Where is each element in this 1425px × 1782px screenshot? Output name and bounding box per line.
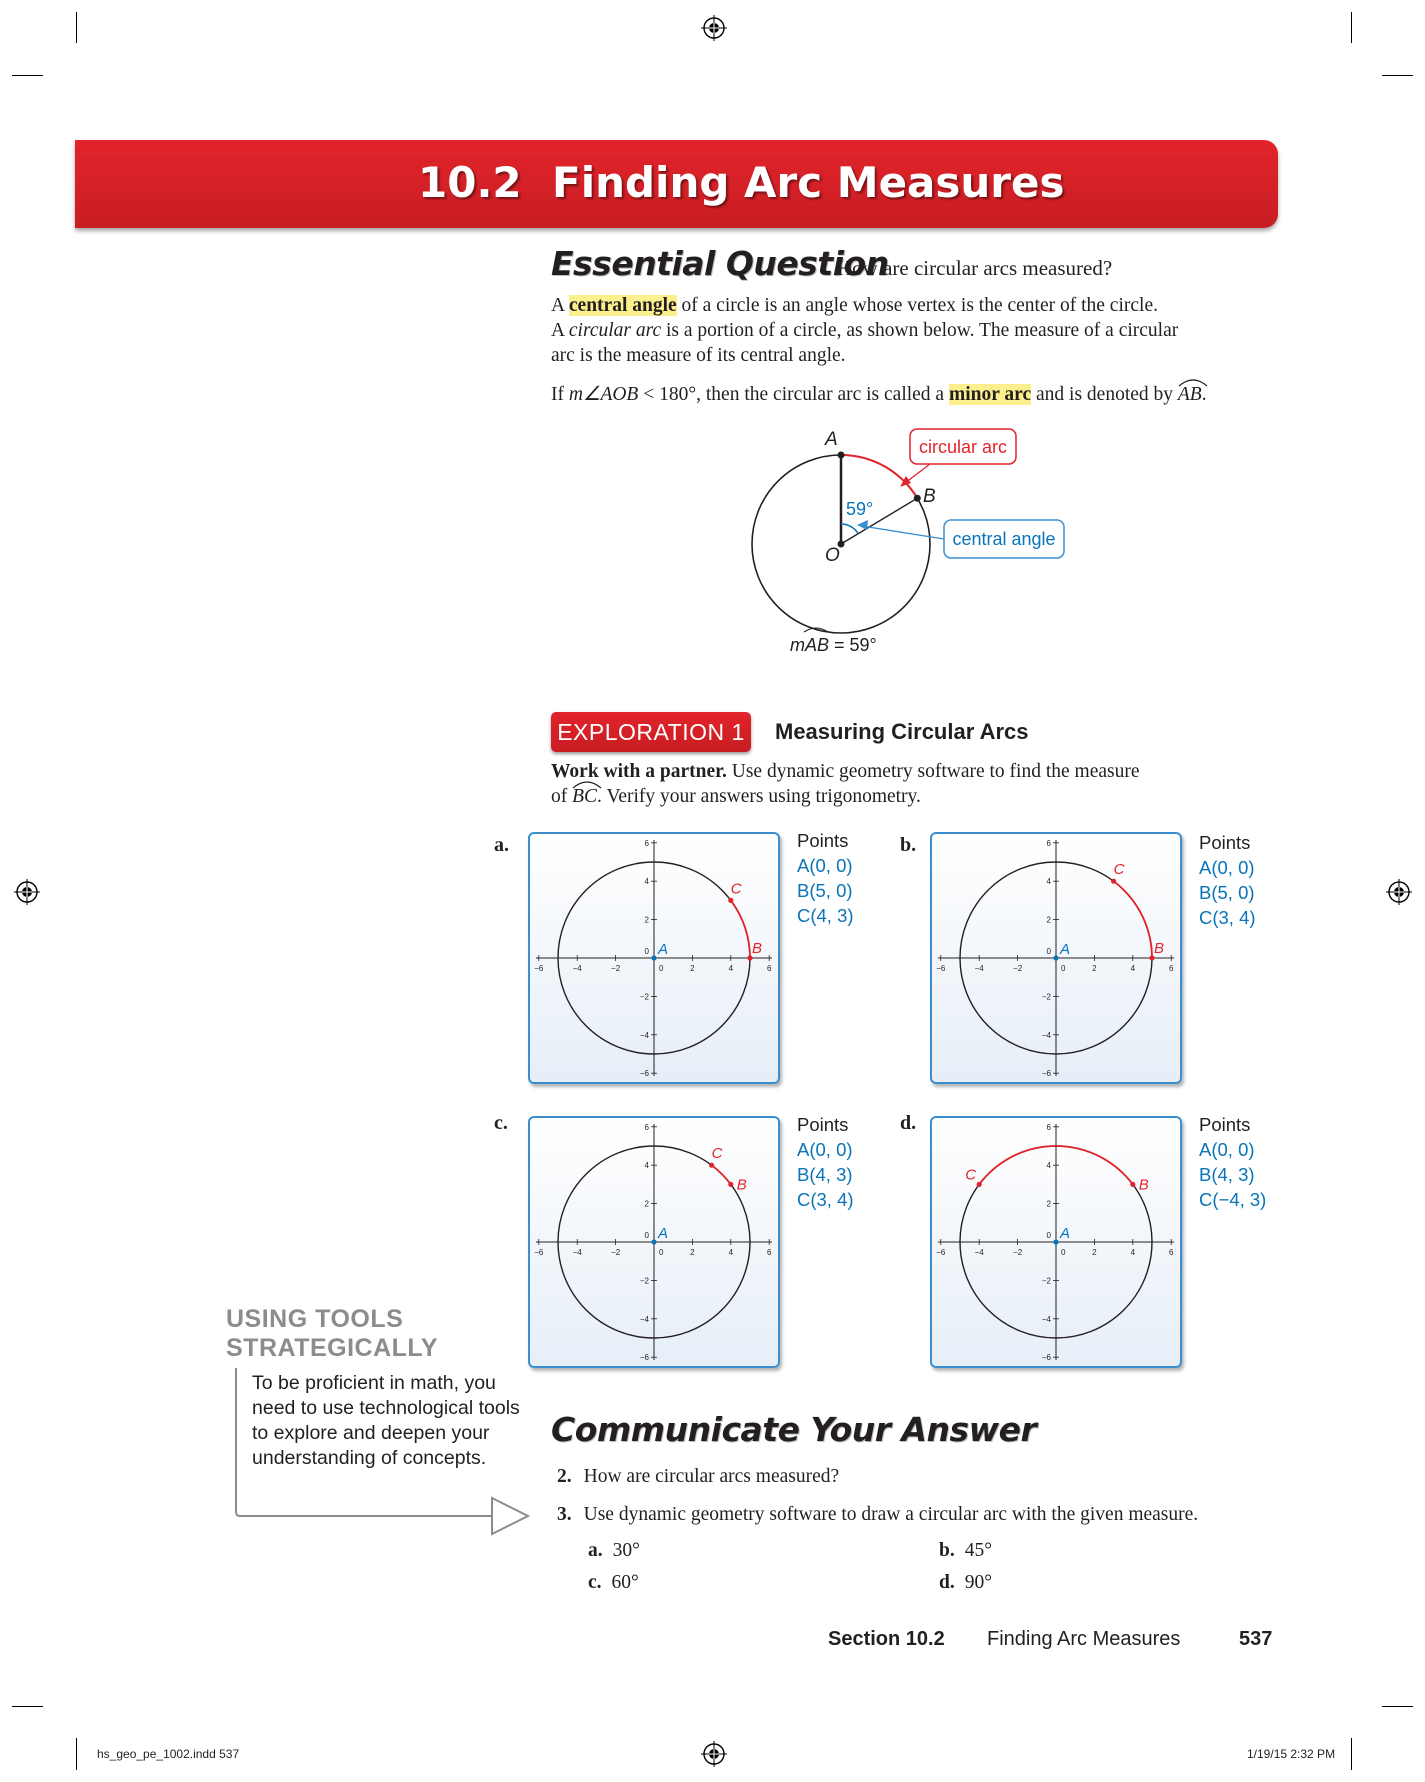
label-b: B — [736, 1176, 747, 1194]
minor-arc-paragraph: If m∠AOB < 180°, then the circular arc is called a minor arc and is denoted by AB. — [551, 382, 1311, 407]
label-c: C — [730, 880, 742, 898]
point-c — [709, 1163, 714, 1168]
x-tick-label: −6 — [534, 964, 544, 973]
origin-label: 0 — [1061, 964, 1066, 973]
y-tick-label: 6 — [644, 1122, 649, 1132]
origin-label: 0 — [659, 1248, 664, 1257]
graph-part-b — [930, 832, 1182, 1084]
y-tick-label: 6 — [644, 838, 649, 848]
angle-mark — [841, 524, 858, 534]
y-tick-label: 6 — [1046, 838, 1051, 848]
sidebar-text: To be proficient in math, you need to use technological tools to explore and deepen your understanding of concepts. — [252, 1372, 520, 1469]
term-minor-arc: minor arc — [948, 384, 1032, 405]
x-tick-label: 4 — [728, 964, 734, 973]
arc-bc — [1114, 881, 1152, 958]
y-tick-label: −2 — [639, 1276, 649, 1286]
arc-notation: AB — [1177, 384, 1202, 405]
essential-question-heading: Essential Question — [551, 244, 889, 283]
x-tick-label: 2 — [1092, 964, 1097, 973]
sidebar-heading: USING TOOLS STRATEGICALLY — [226, 1305, 439, 1362]
x-tick-label: −2 — [611, 964, 621, 973]
x-tick-label: 6 — [1168, 964, 1174, 973]
question-2: 2. How are circular arcs measured? — [557, 1466, 840, 1487]
label-b: B — [1138, 1176, 1149, 1194]
y-tick-label: 4 — [644, 877, 649, 887]
point-a — [651, 955, 656, 960]
origin-label: 0 — [659, 964, 664, 973]
points-part-b: Points A(0, 0) B(5, 0) C(3, 4) — [1199, 832, 1256, 928]
x-tick-label: 6 — [766, 1248, 772, 1257]
label-c: C — [1113, 861, 1125, 879]
term-circular-arc: circular arc — [568, 320, 662, 341]
y-tick-label: 4 — [1046, 1161, 1051, 1171]
arc-bc — [731, 900, 750, 958]
callout-circular-arc-text: circular arc — [918, 437, 1008, 457]
part-label: b. — [900, 834, 917, 856]
part-label: c. — [494, 1112, 508, 1134]
part-label: d. — [900, 1112, 917, 1134]
crop-mark — [12, 75, 43, 76]
page-number: 537 — [1239, 1628, 1273, 1650]
x-tick-label: 2 — [690, 1248, 695, 1257]
label-a: A — [658, 1225, 669, 1242]
y-tick-label: 2 — [644, 1199, 649, 1209]
point-b — [728, 1182, 733, 1187]
registration-mark-icon — [14, 879, 40, 905]
y-tick-label: 6 — [1046, 1122, 1051, 1132]
label-o: O — [825, 545, 840, 566]
x-tick-label: −2 — [1013, 1248, 1023, 1257]
point-a — [838, 452, 845, 459]
crop-mark — [1351, 12, 1352, 43]
x-tick-label: 2 — [690, 964, 695, 973]
origin-label: 0 — [1061, 1248, 1066, 1257]
graph-part-d — [930, 1116, 1182, 1368]
label-b: B — [752, 940, 763, 957]
x-tick-label: −4 — [572, 1248, 582, 1257]
arc-bc — [712, 1165, 731, 1184]
x-tick-label: −6 — [936, 964, 946, 973]
communicate-heading: Communicate Your Answer — [551, 1410, 1037, 1449]
x-tick-label: 6 — [766, 964, 772, 973]
x-tick-label: 2 — [1092, 1248, 1097, 1257]
term-central-angle: central angle — [568, 295, 677, 316]
arrow-icon — [492, 1498, 528, 1534]
point-c — [728, 898, 733, 903]
question-3: 3. Use dynamic geometry software to draw a circular arc with the given measure. — [557, 1504, 1199, 1525]
x-tick-label: −6 — [534, 1248, 544, 1257]
exploration-badge: EXPLORATION 1 — [551, 712, 751, 752]
label-a: A — [1060, 1225, 1071, 1242]
part-label: a. — [494, 834, 509, 856]
y-tick-label: 2 — [1046, 915, 1051, 925]
label-b: B — [1154, 940, 1165, 957]
points-part-d: Points A(0, 0) B(4, 3) C(−4, 3) — [1199, 1114, 1267, 1210]
origin-label: 0 — [1046, 947, 1051, 956]
label-a: A — [658, 941, 669, 958]
exploration-instructions: Work with a partner. Use dynamic geometry software to find the measure of BC. Verify your answers using trigonometry. — [551, 761, 1140, 807]
y-tick-label: −4 — [639, 1030, 649, 1040]
points-part-a: Points A(0, 0) B(5, 0) C(4, 3) — [797, 830, 854, 926]
slug-date: 1/19/15 2:32 PM — [1247, 1747, 1336, 1761]
y-tick-label: −4 — [639, 1314, 649, 1324]
point-a — [651, 1239, 656, 1244]
arrow-icon — [857, 520, 868, 530]
graph-part-a — [528, 832, 780, 1084]
x-tick-label: 4 — [1130, 964, 1136, 973]
arc-notation: BC — [572, 786, 598, 807]
footer-section: Section 10.2 — [828, 1628, 945, 1650]
exploration-title: Measuring Circular Arcs — [775, 719, 1029, 744]
point-b — [1130, 1182, 1135, 1187]
registration-mark-icon — [1386, 879, 1412, 905]
origin-label: 0 — [644, 1231, 649, 1240]
points-part-c: Points A(0, 0) B(4, 3) C(3, 4) — [797, 1114, 854, 1210]
angle-label: 59° — [846, 499, 874, 519]
section-number: 10.2 — [418, 158, 522, 207]
y-tick-label: 4 — [644, 1161, 649, 1171]
y-tick-label: 4 — [1046, 877, 1051, 887]
option-d: d. 90° — [939, 1572, 993, 1593]
point-b — [914, 495, 921, 502]
crop-mark — [76, 1738, 77, 1770]
y-tick-label: −6 — [1041, 1069, 1051, 1079]
point-a — [1053, 1239, 1058, 1244]
label-c: C — [965, 1166, 977, 1184]
label-b: B — [923, 486, 936, 507]
option-b: b. 45° — [939, 1540, 993, 1561]
section-title: Finding Arc Measures — [552, 158, 1065, 207]
crop-mark — [1382, 75, 1413, 76]
x-tick-label: −2 — [1013, 964, 1023, 973]
arc-measure-caption: mAB = 59° — [790, 635, 877, 655]
central-angle-diagram — [700, 420, 1180, 670]
y-tick-label: −6 — [639, 1069, 649, 1079]
y-tick-label: −2 — [1041, 1276, 1051, 1286]
slug-file: hs_geo_pe_1002.indd 537 — [97, 1747, 240, 1761]
origin-label: 0 — [644, 947, 649, 956]
label-c: C — [711, 1145, 723, 1163]
point-a — [1053, 955, 1058, 960]
crop-mark — [12, 1706, 43, 1707]
x-tick-label: −2 — [611, 1248, 621, 1257]
point-c — [1111, 879, 1116, 884]
graph-part-c — [528, 1116, 780, 1368]
x-tick-label: −6 — [936, 1248, 946, 1257]
crop-mark — [1382, 1706, 1413, 1707]
intro-paragraph: A central angle of a circle is an angle whose vertex is the center of the circle. A circular arc is a portion of a circle, as shown below. The measure of a circular arc is the measure of its central angle. — [551, 295, 1179, 366]
y-tick-label: −4 — [1041, 1314, 1051, 1324]
label-a: A — [1060, 941, 1071, 958]
x-tick-label: −4 — [974, 1248, 984, 1257]
crop-mark — [76, 12, 77, 43]
point-c — [977, 1182, 982, 1187]
y-tick-label: 2 — [644, 915, 649, 925]
x-tick-label: 4 — [728, 1248, 734, 1257]
registration-mark-icon — [701, 15, 727, 41]
crop-mark — [1351, 1738, 1352, 1770]
registration-mark-icon — [701, 1741, 727, 1767]
footer-title: Finding Arc Measures — [987, 1628, 1181, 1650]
y-tick-label: −6 — [1041, 1353, 1051, 1363]
essential-question-text: How are circular arcs measured? — [837, 256, 1113, 280]
y-tick-label: −2 — [1041, 992, 1051, 1002]
sidebar-arrow-frame — [232, 1366, 532, 1536]
origin-label: 0 — [1046, 1231, 1051, 1240]
x-tick-label: 4 — [1130, 1248, 1136, 1257]
y-tick-label: −2 — [639, 992, 649, 1002]
x-tick-label: 6 — [1168, 1248, 1174, 1257]
label-a: A — [825, 429, 838, 450]
y-tick-label: −6 — [639, 1353, 649, 1363]
x-tick-label: −4 — [974, 964, 984, 973]
callout-central-angle-text: central angle — [952, 529, 1056, 549]
option-c: c. 60° — [588, 1572, 639, 1593]
option-a: a. 30° — [588, 1540, 640, 1561]
x-tick-label: −4 — [572, 964, 582, 973]
y-tick-label: −4 — [1041, 1030, 1051, 1040]
y-tick-label: 2 — [1046, 1199, 1051, 1209]
